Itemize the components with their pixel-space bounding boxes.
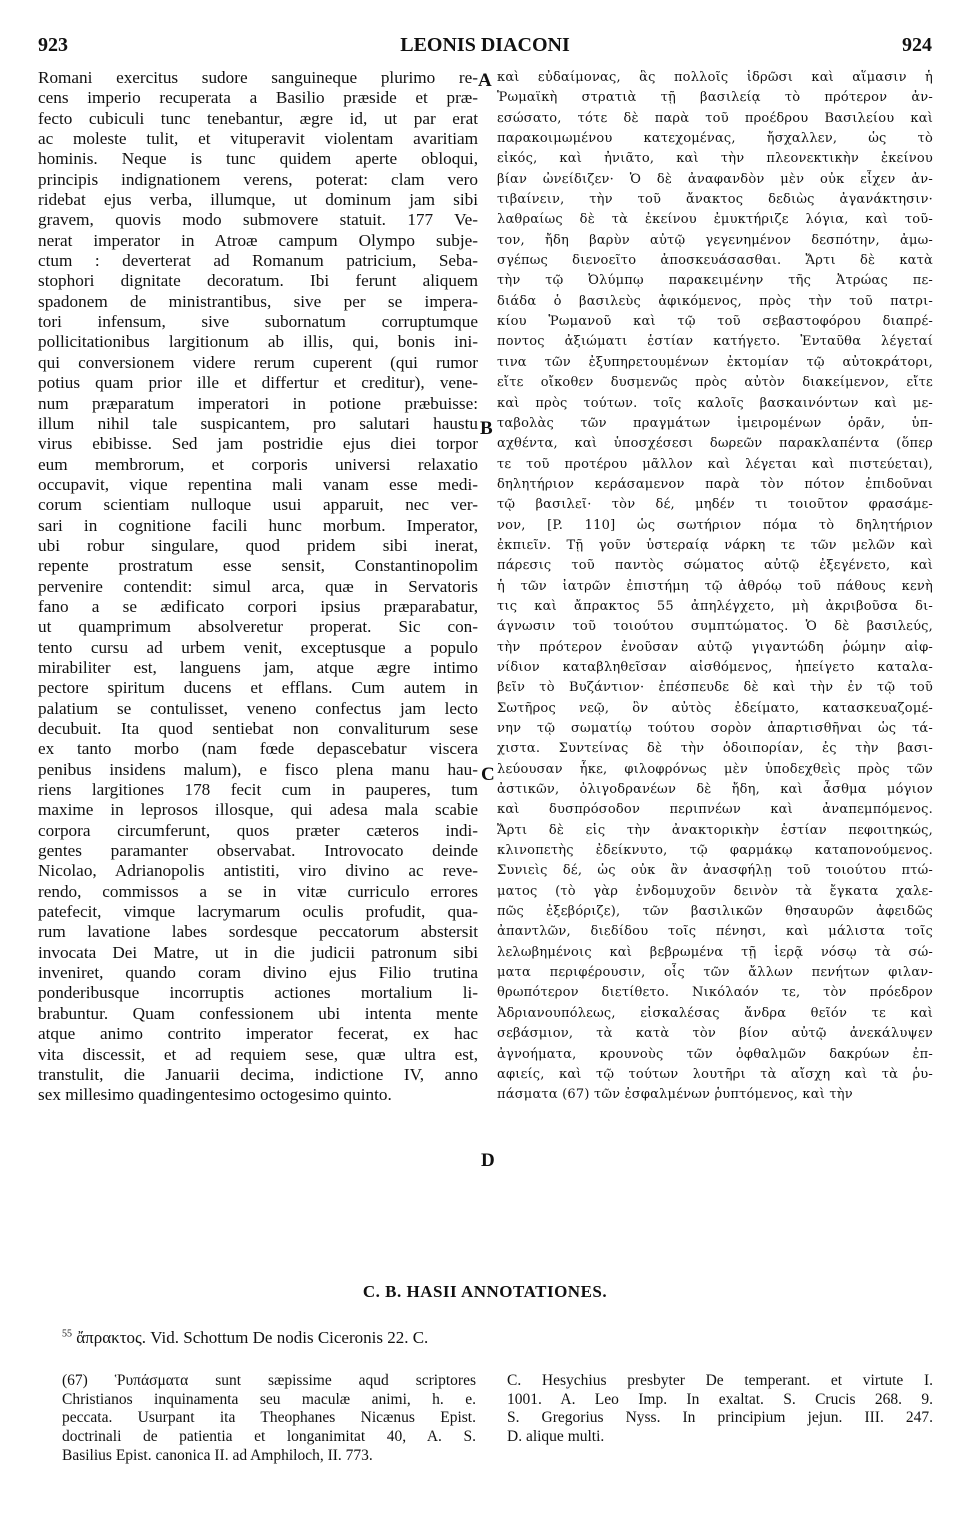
greek-text-line: θρωπότερον διετίθετο. Νικόλαόν τε, τὸν πρόεδρον — [497, 985, 933, 1001]
greek-text-line: σεβάσμιον, τὰ κατὰ τὸν βίον αὐτῷ ἀνεκάλυψεν — [497, 1026, 933, 1042]
footnote-55-number: 55 — [62, 1328, 72, 1340]
greek-text-line: λελωβημένοις καὶ βεβρωμένα τῇ ἱερᾷ νόσῳ τὰ σώ- — [497, 944, 933, 960]
footnote-55 — [62, 1328, 428, 1348]
greek-text-line: πάρεσις τοῦ παντὸς σώματος αὐτῷ ἐξεγένετο, καὶ — [497, 558, 933, 574]
greek-text-line: αχθέντα, καὶ ὑποσχέσεσι δωρεῶν παρακλαπέντα (ὅπερ — [497, 436, 933, 452]
latin-text-line: gentes paramanter observabat. Introvocato deinde — [38, 841, 478, 861]
footnote-line: Basilius Epist. canonica II. ad Amphiloch, II. 773. — [62, 1446, 373, 1464]
greek-text-line: ἀστικῶν, ὀλιγοδρανέων δὲ ἤδη, καὶ ἆσθμα μόγιον — [497, 782, 933, 798]
latin-text-line: occupavit, vique repentina mali vanam esse medi- — [38, 474, 478, 494]
page-number-right: 924 — [902, 34, 932, 56]
greek-text-line: ματα περιφέρουσιν, οἷς τῶν ἄλλων πενήτων φιλαν- — [497, 965, 933, 981]
greek-text-line: ἡ τῶν ἰατρῶν ἐπιστήμη τῷ ἀθρόῳ τοῦ πάθους κενὴ — [497, 578, 933, 594]
greek-text-line: νην τῷ σωματίῳ τούτου σορὸν ἀπαρτισθῆναι ὡς τά- — [497, 721, 933, 736]
footnote-55-text: ἄπρακτος. Vid. Schottum De nodis Ciceronis 22. C. — [76, 1328, 429, 1347]
greek-text-line: εἴτε οἴκοθεν δυσμενῶς πρὸς αὐτὸν διακείμενον, εἴτε — [497, 375, 933, 391]
greek-text-line: κίου Ῥωμανοῦ καὶ τῷ τοῦ σεβαστοφόρου διαπρέ- — [497, 314, 933, 330]
greek-text-line: πάσματα (67) τῶν ἐσφαλμένων ῥυπτόμενος, καὶ τὴν — [497, 1087, 853, 1103]
latin-text-line: corum scientiam nulloque usui apparuit, nec ver- — [38, 495, 478, 515]
greek-text-line: τις καὶ ἄπρακτος 55 ἀπηλέγχετο, μὴ ἀκριβοῦσα δι- — [497, 598, 933, 614]
latin-text-line: ridebat ejus verba, illumque, ut dominum jam sibi — [38, 190, 478, 210]
latin-text-line: cens imperio recuperata a Basilio præside et præ- — [38, 88, 478, 108]
greek-text-line: νίδιον καταβληθεῖσαν αἰσθόμενος, ἠπείγετο καταλα- — [497, 659, 933, 675]
greek-text-line: παρακοιμωμένου κατεχομένας, ἤσχαλλεν, ὡς τὸ — [497, 131, 933, 147]
footnote-line: Christianos inquinamenta seu maculæ animi, h. e. — [62, 1390, 476, 1408]
latin-text-line: rum lavatione labes sordesque peccatorum abstersit — [38, 922, 478, 942]
greek-text-line: καὶ εὐδαίμονας, ἃς πολλοῖς ἱδρῶσι καὶ αἵμασιν ἡ — [497, 70, 933, 85]
latin-text-line: invocata Dei Matre, ut in die judicii patronum sibi — [38, 942, 478, 962]
latin-text-line: fecto cubiculi tunc tenebantur, ægre id, ut par erat — [38, 108, 478, 128]
latin-text-line: principis indignationem verens, poterat: clam vero — [38, 169, 478, 189]
latin-text-line: mirabiliter est, languens jam, atque ægre intimo — [38, 657, 478, 677]
greek-text-line: βίαν ὠνείδιζεν· Ὁ δὲ ἀναφανδὸν μὲν οὐκ εἶχεν ἀν- — [497, 171, 933, 187]
latin-text-line: penibus insidens malum), e fisco plena manu hau- — [38, 759, 478, 779]
greek-text-line: καὶ πρὸς τούτων. τοῖς καλοῖς βασκαινόντων καὶ με- — [497, 395, 933, 411]
greek-text-line: χιστα. Συντείνας δὲ τὴν ὁδοιπορίαν, ἐς τὴν βασι- — [497, 741, 933, 757]
latin-text-line: virus ebibisse. Sed jam postridie ejus diei torpor — [38, 434, 478, 454]
latin-text-line: inveniret, quando coram divino ejus Filio trutina — [38, 963, 478, 983]
latin-text-line: nerat imperator in Atroæ campum Olympo subje- — [38, 230, 478, 250]
latin-text-line: illum nihil tale suspicantem, pro salutari haustu — [38, 413, 478, 433]
latin-text-line: qui conversionem videre rerum cuperent (qui rumor — [38, 352, 478, 372]
greek-text-line: τον, ἤδη βαρὺν αὐτῷ γεγενημένον δεσπότην, ἀμω- — [497, 232, 933, 248]
footnote-line: C. Hesychius presbyter De temperant. et virtute I. — [507, 1372, 933, 1389]
greek-text-line: ματος (τὸ γὰρ ἐνδομυχοῦν δεινὸν τὰ ἔγκατα χαλε- — [497, 883, 933, 899]
greek-text-line: ἀπαντλῶν, διεδίδου τοῖς πένησι, καὶ μάλιστα τοῖς — [497, 924, 933, 940]
latin-text-line: Nicolao, Adrianopolis antistiti, viro divino ac reve- — [38, 861, 478, 881]
latin-text-line: gravem, quovis modo submovere statuit. 177 Ve- — [38, 210, 478, 230]
latin-text-column — [38, 68, 478, 1106]
greek-text-line: λεύουσαν ἧκε, φιλοφρόνως μὲν ὑποδεχθεὶς πρὸς τῶν — [497, 761, 933, 777]
greek-text-line: τινα τῶν ἐξυπηρετουμένων ἐκτομίαν τῷ αὐτοκράτορι, — [497, 354, 933, 370]
latin-text-line: repente prostratum esse sensit, Constantinopolim — [38, 556, 478, 576]
latin-text-line: tori infensum, sive subornatum corruptumque — [38, 312, 478, 332]
latin-text-line: riens largitiones 178 fecit cum in pauperes, tum — [38, 780, 478, 800]
latin-text-line: eum membrorum, et corporis universi relaxatio — [38, 454, 478, 474]
latin-text-line: potius quam prior ille et differtur et creditur), vene- — [38, 373, 478, 393]
latin-text-line: atque animo contrito imperator fecerat, ex hac — [38, 1024, 478, 1044]
margin-letter-d: D — [481, 1150, 495, 1171]
latin-text-line: vita discessit, et ad requiem sese, quæ ultra est, — [38, 1044, 478, 1064]
footnote-line: (67) Ῥυπάσματα sunt sæpissime aqud scriptores — [62, 1372, 476, 1389]
margin-letter-b: B — [480, 418, 493, 439]
margin-letter-a: A — [478, 70, 492, 91]
running-title: LEONIS DIACONI — [400, 34, 570, 56]
greek-text-line: διάδα ὁ βασιλεὺς ἀφικόμενος, πρὸς τὴν τοῦ πατρι- — [497, 293, 933, 309]
footnote-67-right-column — [507, 1372, 933, 1447]
greek-text-line: εἰκός, καὶ ἠνιᾶτο, καὶ τὴν πλεονεκτικὴν ἐκείνου — [497, 151, 933, 167]
latin-text-line: hominis. Neque is tunc quidem aperte obloqui, — [38, 149, 478, 169]
latin-text-line: ex tanto morbo (nam fœde depascebatur viscera — [38, 739, 478, 759]
footnote-line: D. alique multi. — [507, 1428, 605, 1446]
greek-text-line: κλινοπετὴς ἐδείκνυτο, τῷ φαρμάκῳ καταπονούμενος. — [497, 843, 933, 859]
running-header — [38, 34, 932, 62]
latin-text-line: ponderibusque incorruptis actiones mortalium li- — [38, 983, 478, 1003]
latin-text-line: patefecit, vimque lacrymarum oculis profudit, qua- — [38, 902, 478, 922]
footnote-67-left-column — [62, 1372, 476, 1465]
greek-text-line: λαθραίως δὲ τὰ ἐκείνου ἐμυκτήριζε λόγια, καὶ τοῦ- — [497, 212, 933, 228]
margin-letter-c: C — [481, 764, 495, 785]
latin-text-line: fano a se ædificato corpori ipsius præparabatur, — [38, 596, 478, 616]
greek-text-line: Ἀδριανουπόλεως, εἰσκαλέσας ἄνδρα θεῖόν τε καὶ — [497, 1005, 933, 1021]
greek-text-line: Ἄρτι δὲ εἰς τὴν ἀνακτορικὴν ἑστίαν πεφοιτηκώς, — [497, 822, 933, 838]
annotations-heading: C. B. HASII ANNOTATIONES. — [362, 1282, 608, 1301]
latin-text-line: tento cursu ad urbem venit, exceptusque a populo — [38, 637, 478, 657]
greek-text-line: Συνιεὶς δέ, ὡς οὐκ ἂν ἀνασφήλῃ τοῦ τοιούτου πτώ- — [497, 863, 933, 879]
greek-text-line: δηλητήριον κεράσαμενον παρὰ τὸν πότον ἐπιδοῦναι — [497, 476, 933, 492]
latin-text-line: corpora circumferunt, quos præter cæteros indi- — [38, 820, 478, 840]
greek-text-line: ταβολὰς τῶν πραγμάτων ἱμειρομένων ὁρᾶν, ὑπ- — [497, 415, 933, 431]
latin-text-line: palatium se contulisset, veneno confectus jam lecto — [38, 698, 478, 718]
greek-text-line: τὴν πρότερον ἐνοῦσαν αὐτῷ γιγαντώδη ῥώμην αἰφ- — [497, 639, 933, 655]
greek-text-line: τῷ βασιλεῖ· τὸν δέ, μηδέν τι τοιοῦτον φρασάμε- — [497, 497, 933, 513]
latin-text-line: num præparatum imperatori in potione præbuisse: — [38, 393, 478, 413]
latin-text-line: pollicitationibus largitionum ab illis, qui, bonis ini- — [38, 332, 478, 352]
greek-text-line: Σωτῆρος νεῷ, ὃν αὐτὸς ἐδείματο, κατασκευαζομέ- — [497, 700, 933, 716]
greek-text-line: καὶ δυσπρόσοδον περιπνέων καὶ ἀναπεμπόμενος. — [497, 802, 933, 818]
greek-text-line: σγέπως διενοεῖτο ἀποσκευάσασθαι. Ἄρτι δὲ κατὰ — [497, 253, 933, 269]
latin-text-line: sari in cognitione facili hunc morbum. Imperator, — [38, 515, 478, 535]
greek-text-line: τὴν τῷ Ὀλύμπῳ παρακειμένην τῆς Ἀτρώας πε- — [497, 273, 933, 289]
latin-text-line: maxime in leprosos illosque, qui adesa mala scabie — [38, 800, 478, 820]
greek-text-line: ἐκπιεῖν. Τῇ γοῦν ὑστεραίᾳ νάρκη τε τῶν μελῶν καὶ — [497, 537, 933, 553]
latin-text-line: decubuit. Ita quod sentiebat non convaliturum sese — [38, 719, 478, 738]
footnote-line: doctrinali de patientia et longanimitat 40, A. S. — [62, 1428, 476, 1446]
greek-text-line: πῶς ἐξεβόριζε), τῶν βασιλικῶν θησαυρῶν ἀφειδῶς — [497, 904, 933, 920]
greek-text-line: άγνωσιν τοῦ τοιούτου συμπτώματος. Ὁ δὲ βασιλεύς, — [497, 619, 933, 635]
greek-text-line: αφιείς, καὶ τῷ τούτων λουτῆρι τὰ αἴσχη καὶ τὰ ῥυ- — [497, 1066, 933, 1082]
latin-text-line: brabuntur. Quam confessionem ubi intenta mente — [38, 1003, 478, 1023]
latin-text-line: sex millesimo quadingentesimo octogesimo quinto. — [38, 1085, 392, 1105]
latin-text-line: transtulit, die Januarii decima, indictione IV, anno — [38, 1064, 478, 1084]
greek-text-line: ἀγνοήματα, κρουνοὺς τῶν ὀφθαλμῶν δακρύων ἐπ- — [497, 1046, 933, 1062]
latin-text-line: stophori dignitate decoratum. Ibi ferunt aliquem — [38, 271, 478, 291]
latin-text-line: ctum : deverterat ad Romanum patricium, Seba- — [38, 251, 478, 271]
greek-text-line: ποντος ἀξιώματι ἑστίαν κατήγετο. Ἐνταῦθα λέγεταί — [497, 334, 933, 350]
latin-text-line: pervenire contendit: simul arca, quæ in Servatoris — [38, 576, 478, 596]
page-number-left: 923 — [38, 34, 68, 56]
greek-text-line: βεῖν τὸ Βυζάντιον· ἐπέσπευδε δὲ καὶ τὴν ἐν τῷ τοῦ — [497, 680, 933, 696]
latin-text-line: ac moleste tulit, et vituperavit violentam avaritiam — [38, 129, 478, 149]
latin-text-line: pectore spiritum ducens et efflans. Cum autem in — [38, 678, 478, 698]
latin-text-line: spadonem de ministrantibus, sive per se impera- — [38, 291, 478, 311]
footnote-line: S. Gregorius Nyss. In principium jejun. III. 247. — [507, 1409, 933, 1427]
greek-text-line: νον, [P. 110] ὡς σωτήριον πόμα τὸ δηλητήριον — [497, 517, 933, 533]
greek-text-line: εσώσατο, τότε δὲ παρὰ τοῦ προέδρου Βασιλείου καὶ — [497, 110, 933, 126]
latin-text-line: rendo, commissos a se in vitæ curriculo errores — [38, 881, 478, 901]
greek-text-column — [497, 68, 933, 1106]
latin-text-line: ut quamprimum absolveretur properat. Sic con- — [38, 617, 478, 637]
footnote-line: peccata. Usurpant ita Theophanes Nicænus Epist. — [62, 1409, 476, 1427]
latin-text-line: ubi robur singulare, quod pridem sibi inerat, — [38, 535, 478, 555]
greek-text-line: τιβαίνειν, τὴν τοῦ ἄνακτος δεδιὼς ἀγανάκτησιν· — [497, 192, 933, 208]
latin-text-line: Romani exercitus sudore sanguineque plurimo re- — [38, 68, 478, 87]
greek-text-line: τε τοῦ προτέρου μᾶλλον καὶ λέγεται καὶ πιστεύεται), — [497, 456, 933, 472]
greek-text-line: Ῥωμαϊκὴ στρατιὰ τῇ βασιλείᾳ τὸ πρότερον ἀν- — [497, 90, 933, 106]
footnote-line: 1001. A. Leo Imp. In exaltat. S. Crucis 268. 9. — [507, 1390, 933, 1408]
